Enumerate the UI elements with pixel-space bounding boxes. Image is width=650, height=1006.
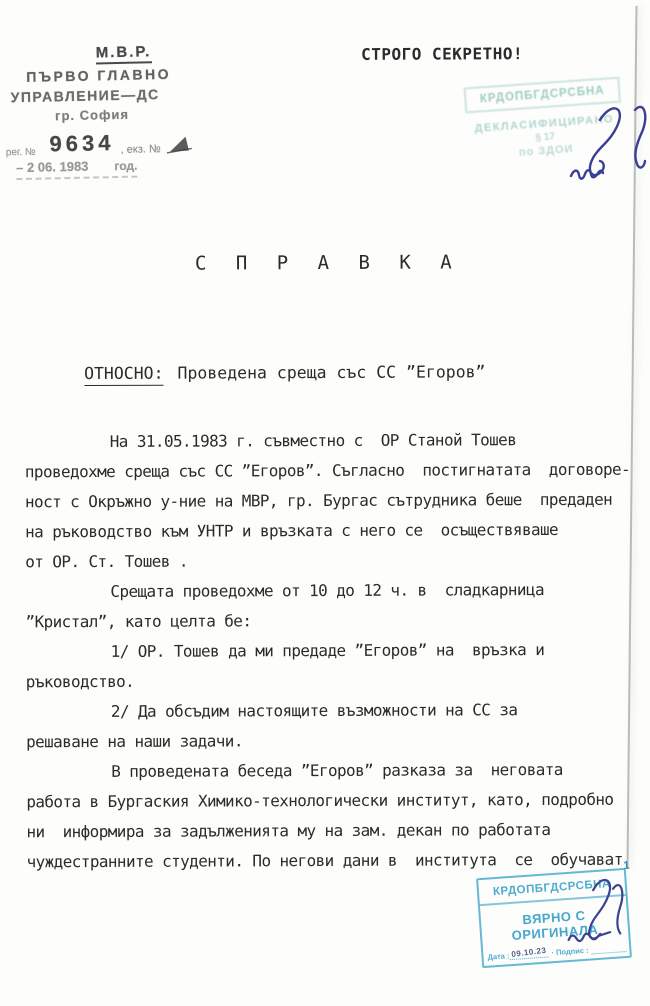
subject-line xyxy=(24,343,485,402)
subject-text: Проведена среща със СС ”Егоров” xyxy=(177,362,486,383)
stamp-city: гр. София xyxy=(54,106,130,124)
reg-number: 9634 xyxy=(49,130,115,157)
handwritten-date: 09.10.23 xyxy=(510,945,547,959)
body-line: В проведената беседа ”Егоров” разказа за неговата xyxy=(111,759,563,781)
body-line: работа в Бургаския Химико-технологически институт, като, подробно xyxy=(26,789,614,812)
body-line: Срещата проведохме от 10 до 12 ч. в сладкарница xyxy=(110,580,544,601)
declassification-stamp-line2: ДЕКЛАСИФИЦИРАНО xyxy=(474,113,615,135)
certification-stamp-title: ВЯРНО С ОРИГИНАЛА xyxy=(511,907,599,943)
body-line: чуждестранните студенти. По негови дани в института се обучават xyxy=(26,849,623,872)
body-line: решаване на наши задачи. xyxy=(25,731,243,752)
stamp-date-suffix: год. xyxy=(114,158,138,174)
body-line: ръководство. xyxy=(25,671,135,692)
date-label: Дата : xyxy=(487,951,510,962)
certification-stamp xyxy=(476,859,632,968)
body-line: ”Кристал”, като целта бе: xyxy=(25,611,252,632)
body-line: ност с Окръжно у-ние на МВР, гр. Бургас сътрудника беше предаден xyxy=(24,489,613,512)
subject-label: ОТНОСНО: xyxy=(84,364,164,386)
classification-label: СТРОГО СЕКРЕТНО! xyxy=(361,44,524,64)
signature-label: · Подпис : xyxy=(551,945,589,958)
body-line: 2/ Да обсъдим настоящите възможности на СС за xyxy=(110,700,518,721)
declassification-stamp-line4: по ЗДОИ xyxy=(518,143,574,159)
stamp-directorate-line2: УПРАВЛЕНИЕ—ДС xyxy=(10,86,160,106)
body-line: проведохме среща със СС ”Егоров”. Съгласно постигнатата договоре- xyxy=(24,459,631,482)
declassification-stamp-line3: § 17 xyxy=(535,131,556,144)
document-body xyxy=(25,425,633,878)
body-line: На 31.05.1983 г. съвместно с ОР Станой Тошев xyxy=(109,430,517,451)
stamp-date: – 2 06. 1983 xyxy=(16,158,89,176)
declassification-stamp-header: КРДОПБГДСРСБНА xyxy=(464,77,621,114)
copy-number-label: , екз. № xyxy=(120,143,161,156)
body-line: от ОР. Ст. Тошев . xyxy=(25,551,188,572)
reg-number-prefix: рег. № xyxy=(5,146,36,159)
certification-copy-number: 1 xyxy=(623,859,630,873)
body-line: 1/ ОР. Тошев да ми предаде ”Егоров” на връзка и xyxy=(110,640,545,661)
stamp-ministry: М.В.Р. xyxy=(4,42,229,67)
certification-stamp-header: КРДОПБГДСРСБНА xyxy=(478,870,625,906)
document-title: С П Р А В К А xyxy=(194,251,461,275)
body-line: ни информира за задълженията му на зам. декан по работата xyxy=(26,820,551,842)
body-line: на ръководство към УНТР и връзката с него се осъществяваше xyxy=(25,519,559,542)
stamp-directorate-line1: ПЪРВО ГЛАВНО xyxy=(26,65,172,85)
